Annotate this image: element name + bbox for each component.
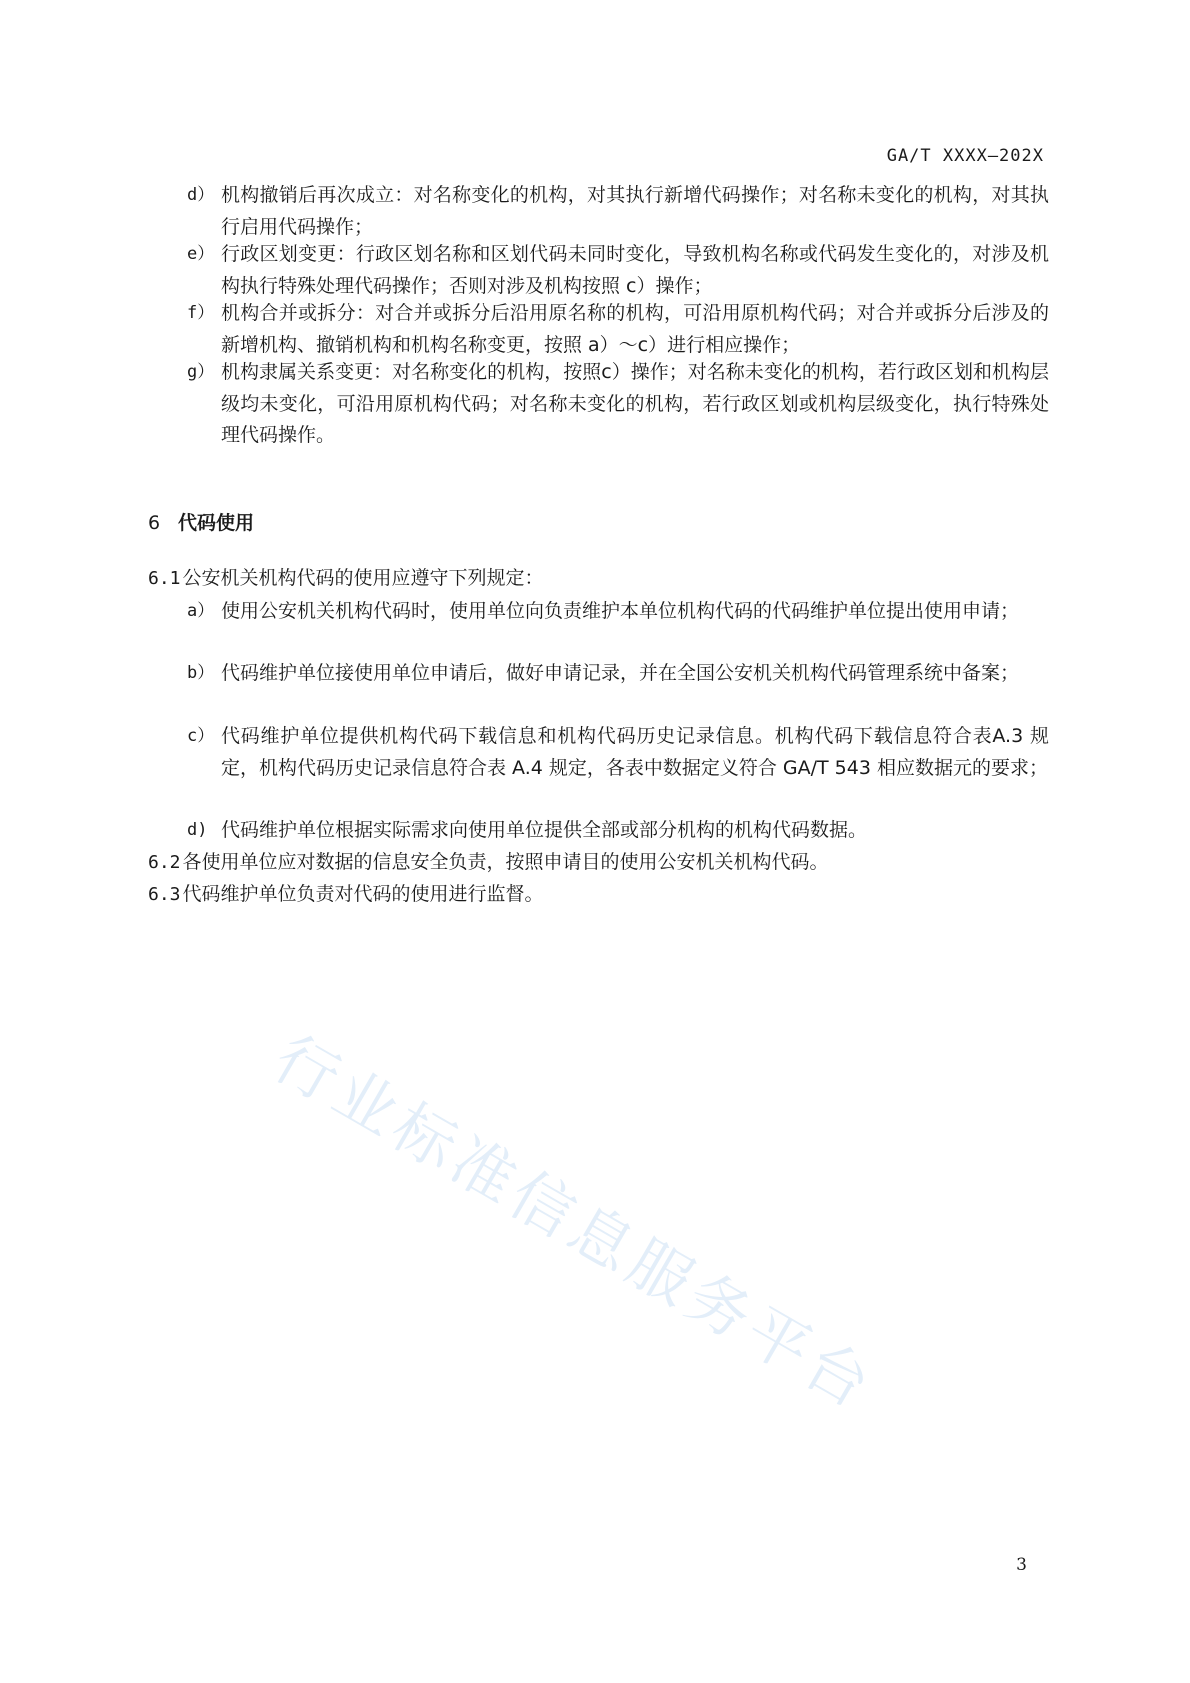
list-item-a [187, 596, 1049, 628]
list-marker: f） [187, 303, 215, 323]
list-marker: c） [187, 726, 215, 746]
list-item-text: 行政区划变更：行政区划名称和区划代码未同时变化，导致机构名称或代码发生变化的，对涉及机构执行特殊处理代码操作；否则对涉及机构按照 c）操作； [221, 243, 1049, 297]
clause-number: 6.3 [148, 884, 181, 905]
clause-6-2 [148, 847, 1048, 879]
list-item-e [187, 239, 1049, 302]
list-marker: d) [187, 820, 208, 840]
list-item-f [187, 298, 1049, 361]
list-marker: e） [187, 244, 215, 264]
list-item-c [187, 721, 1049, 784]
list-item-text: 代码维护单位接使用单位申请后，做好申请记录，并在全国公安机关机构代码管理系统中备案； [221, 662, 1020, 684]
clause-number: 6.1 [148, 568, 181, 589]
clause-text: 公安机关机构代码的使用应遵守下列规定： [182, 567, 544, 589]
list-item-text: 使用公安机关机构代码时，使用单位向负责维护本单位机构代码的代码维护单位提出使用申请； [221, 600, 1020, 622]
section-title: 代码使用 [178, 512, 255, 534]
list-marker: d） [187, 185, 215, 205]
list-item-b [187, 658, 1049, 690]
clause-6-1 [148, 563, 1048, 595]
clause-number: 6.2 [148, 852, 181, 873]
document-code-header: GA/T XXXX—202X [886, 146, 1044, 166]
list-marker: b） [187, 663, 215, 683]
section-number: 6 [148, 512, 161, 534]
list-item-d [187, 180, 1049, 243]
list-item-g [187, 357, 1049, 452]
list-item-text: 机构合并或拆分：对合并或拆分后沿用原名称的机构，可沿用原机构代码；对合并或拆分后涉及的新增机构、撤销机构和机构名称变更，按照 a）～c）进行相应操作； [221, 302, 1049, 356]
list-item-d2 [187, 815, 1049, 847]
clause-text: 代码维护单位负责对代码的使用进行监督。 [182, 883, 544, 905]
page-number: 3 [1016, 1555, 1027, 1575]
list-item-text: 机构隶属关系变更：对名称变化的机构，按照c）操作；对名称未变化的机构，若行政区划和机构层级均未变化，可沿用原机构代码；对名称未变化的机构，若行政区划或机构层级变化，执行特殊处理代码操作。 [221, 361, 1049, 446]
clause-6-3 [148, 879, 1048, 911]
list-item-text: 机构撤销后再次成立：对名称变化的机构，对其执行新增代码操作；对名称未变化的机构，对其执行启用代码操作； [221, 184, 1049, 238]
section-heading [148, 508, 254, 535]
list-marker: g） [187, 362, 215, 382]
list-marker: a） [187, 601, 215, 621]
list-item-text: 代码维护单位提供机构代码下载信息和机构代码历史记录信息。机构代码下载信息符合表A.3 规定，机构代码历史记录信息符合表 A.4 规定，各表中数据定义符合 GA/T 543 相应数据元的要求； [221, 725, 1049, 779]
clause-text: 各使用单位应对数据的信息安全负责，按照申请目的使用公安机关机构代码。 [182, 851, 829, 873]
watermark: 行业标准信息服务平台 [262, 1021, 888, 1425]
list-item-text: 代码维护单位根据实际需求向使用单位提供全部或部分机构的机构代码数据。 [221, 819, 868, 841]
